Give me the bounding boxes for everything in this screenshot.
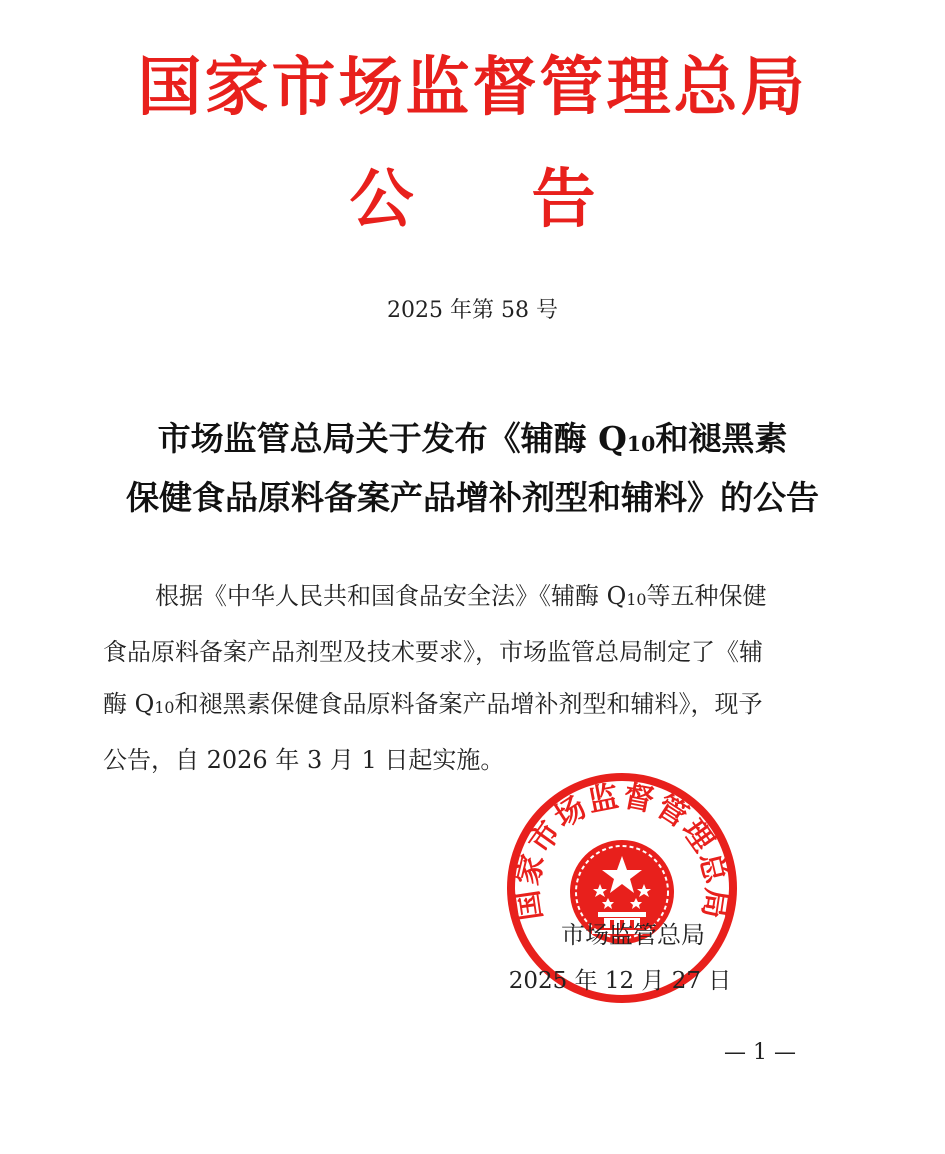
notice-char-1: 公 [349, 162, 414, 237]
body-line-1-part-b: 等五种保健 [646, 582, 767, 610]
body-subscript-2: 10 [154, 697, 175, 717]
agency-header: 国家市场监督管理总局 [137, 50, 808, 125]
seal-text: 国家市场监督管理总局 [509, 778, 735, 923]
body-line-1 [103, 570, 843, 626]
body-subscript-1: 10 [626, 589, 647, 609]
body-paragraph [103, 570, 843, 786]
title-line-1 [60, 412, 885, 471]
body-line-1-part-a: 根据《中华人民共和国食品安全法》《辅酶 Q [155, 582, 627, 610]
title-line-2: 保健食品原料备案产品增补剂型和辅料》的公告 [126, 478, 819, 518]
title-line-1-part-b: 和褪黑素 [655, 419, 788, 458]
body-line-4: 公告，自 2026 年 3 月 1 日起实施。 [103, 745, 505, 774]
title-line-1-part-a: 市场监管总局关于发布《辅酶 Q [157, 419, 627, 458]
body-line-2: 食品原料备案产品剂型及技术要求》，市场监管总局制定了《辅 [103, 637, 763, 666]
page-number: — 1 — [724, 1040, 796, 1065]
signature-date: 2025 年 12 月 27 日 [508, 968, 732, 994]
body-line-3-part-b: 和褪黑素保健食品原料备案产品增补剂型和辅料》，现予 [174, 689, 763, 718]
notice-char-2: 告 [531, 162, 596, 237]
document-title [60, 412, 885, 525]
body-line-3 [103, 678, 843, 734]
signer-name: 市场监管总局 [561, 921, 705, 949]
title-subscript: 10 [626, 432, 656, 457]
notice-heading [0, 160, 945, 240]
body-line-3-part-a: 酶 Q [103, 689, 155, 718]
document-number: 2025 年第 58 号 [387, 298, 558, 323]
